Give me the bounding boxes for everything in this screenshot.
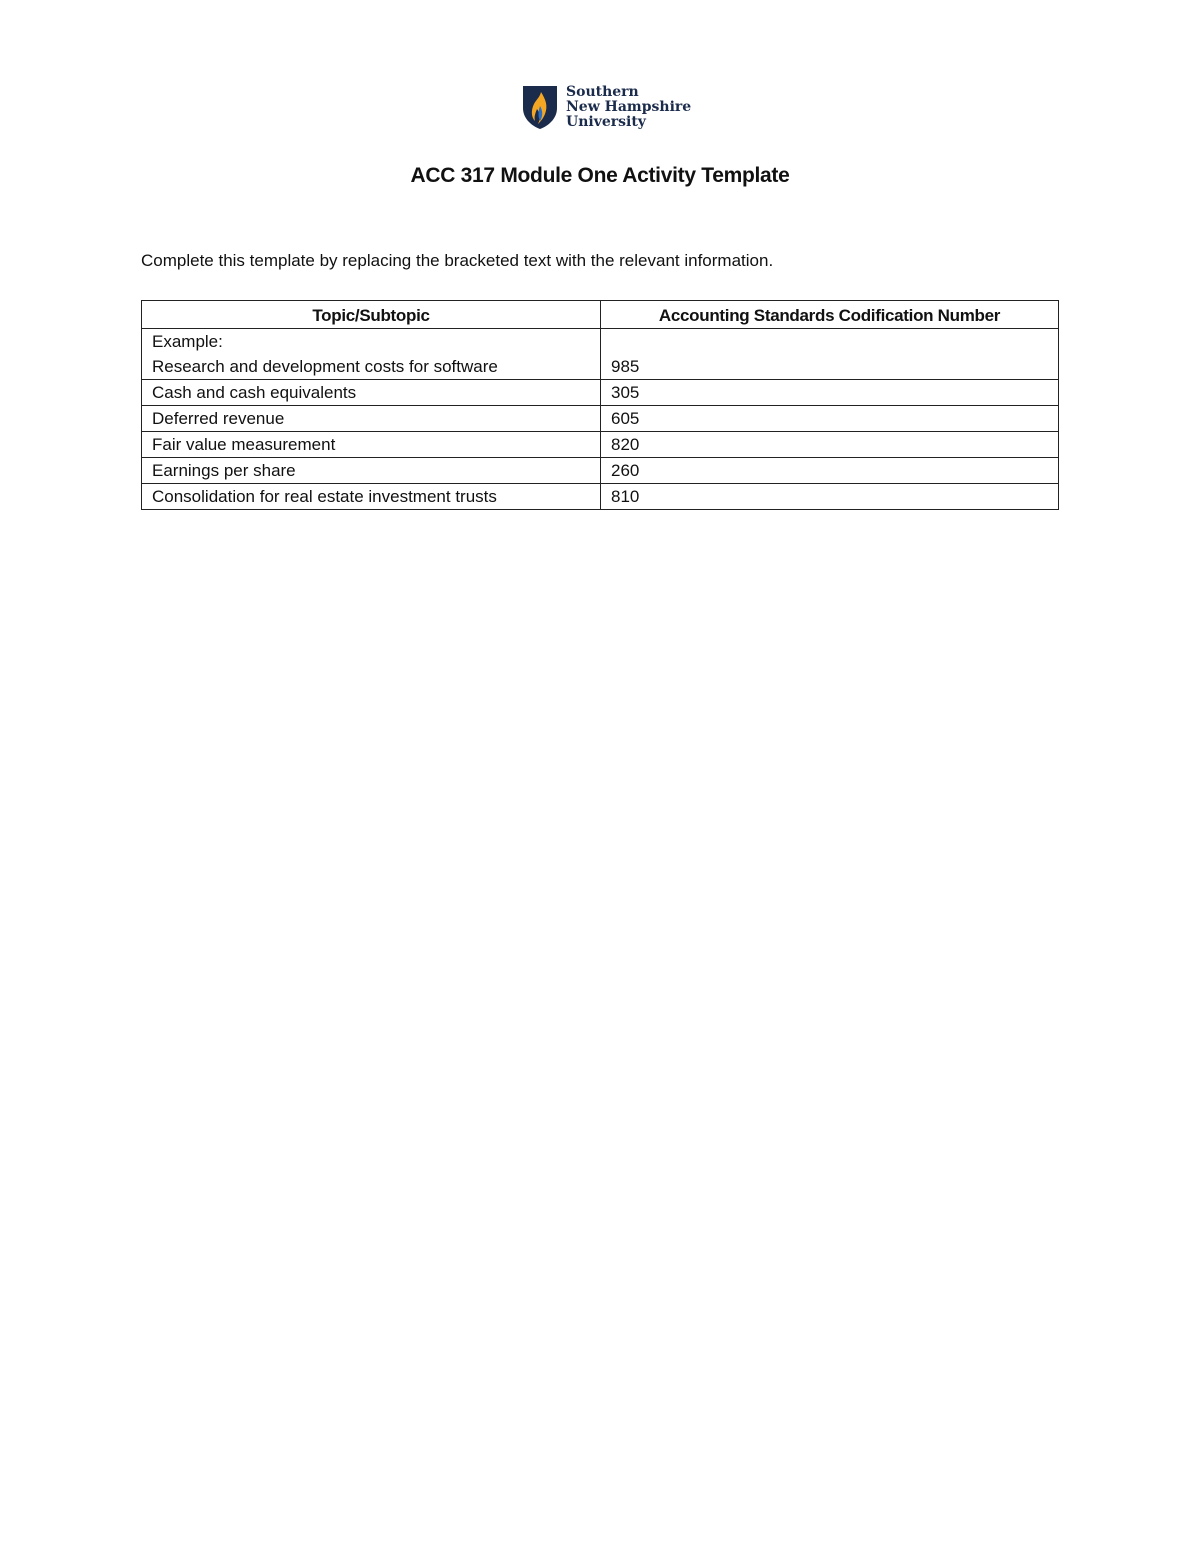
topic-cell: Consolidation for real estate investment trusts: [142, 484, 601, 510]
topic-cell: Earnings per share: [142, 458, 601, 484]
table-row: [142, 484, 1059, 510]
shield-flame-icon: [521, 84, 559, 130]
topic-text: Research and development costs for software: [152, 357, 498, 376]
table-row: [142, 406, 1059, 432]
header-codification-number: Accounting Standards Codification Number: [601, 301, 1059, 329]
code-cell: 810: [601, 484, 1059, 510]
codification-table: [141, 300, 1059, 510]
example-label: Example:: [152, 332, 223, 351]
university-logo: [521, 84, 691, 130]
topic-cell: Cash and cash equivalents: [142, 380, 601, 406]
code-cell: 305: [601, 380, 1059, 406]
logo-line-1: Southern: [566, 83, 639, 100]
topic-cell: Fair value measurement: [142, 432, 601, 458]
document-title: ACC 317 Module One Activity Template: [410, 164, 790, 187]
table-row: [142, 329, 1059, 380]
topic-cell: Deferred revenue: [142, 406, 601, 432]
logo-line-2: New Hampshire: [566, 98, 692, 115]
code-cell: 985: [601, 329, 1059, 380]
instructions-text: Complete this template by replacing the bracketed text with the relevant information.: [141, 251, 774, 270]
code-cell: 820: [601, 432, 1059, 458]
table-header-row: [142, 301, 1059, 329]
table-row: [142, 458, 1059, 484]
header-topic: Topic/Subtopic: [142, 301, 601, 329]
topic-cell: [142, 329, 601, 380]
code-cell: 605: [601, 406, 1059, 432]
code-cell: 260: [601, 458, 1059, 484]
logo-line-3: University: [566, 113, 646, 130]
logo-wordmark: [566, 85, 691, 130]
table-row: [142, 380, 1059, 406]
table-row: [142, 432, 1059, 458]
